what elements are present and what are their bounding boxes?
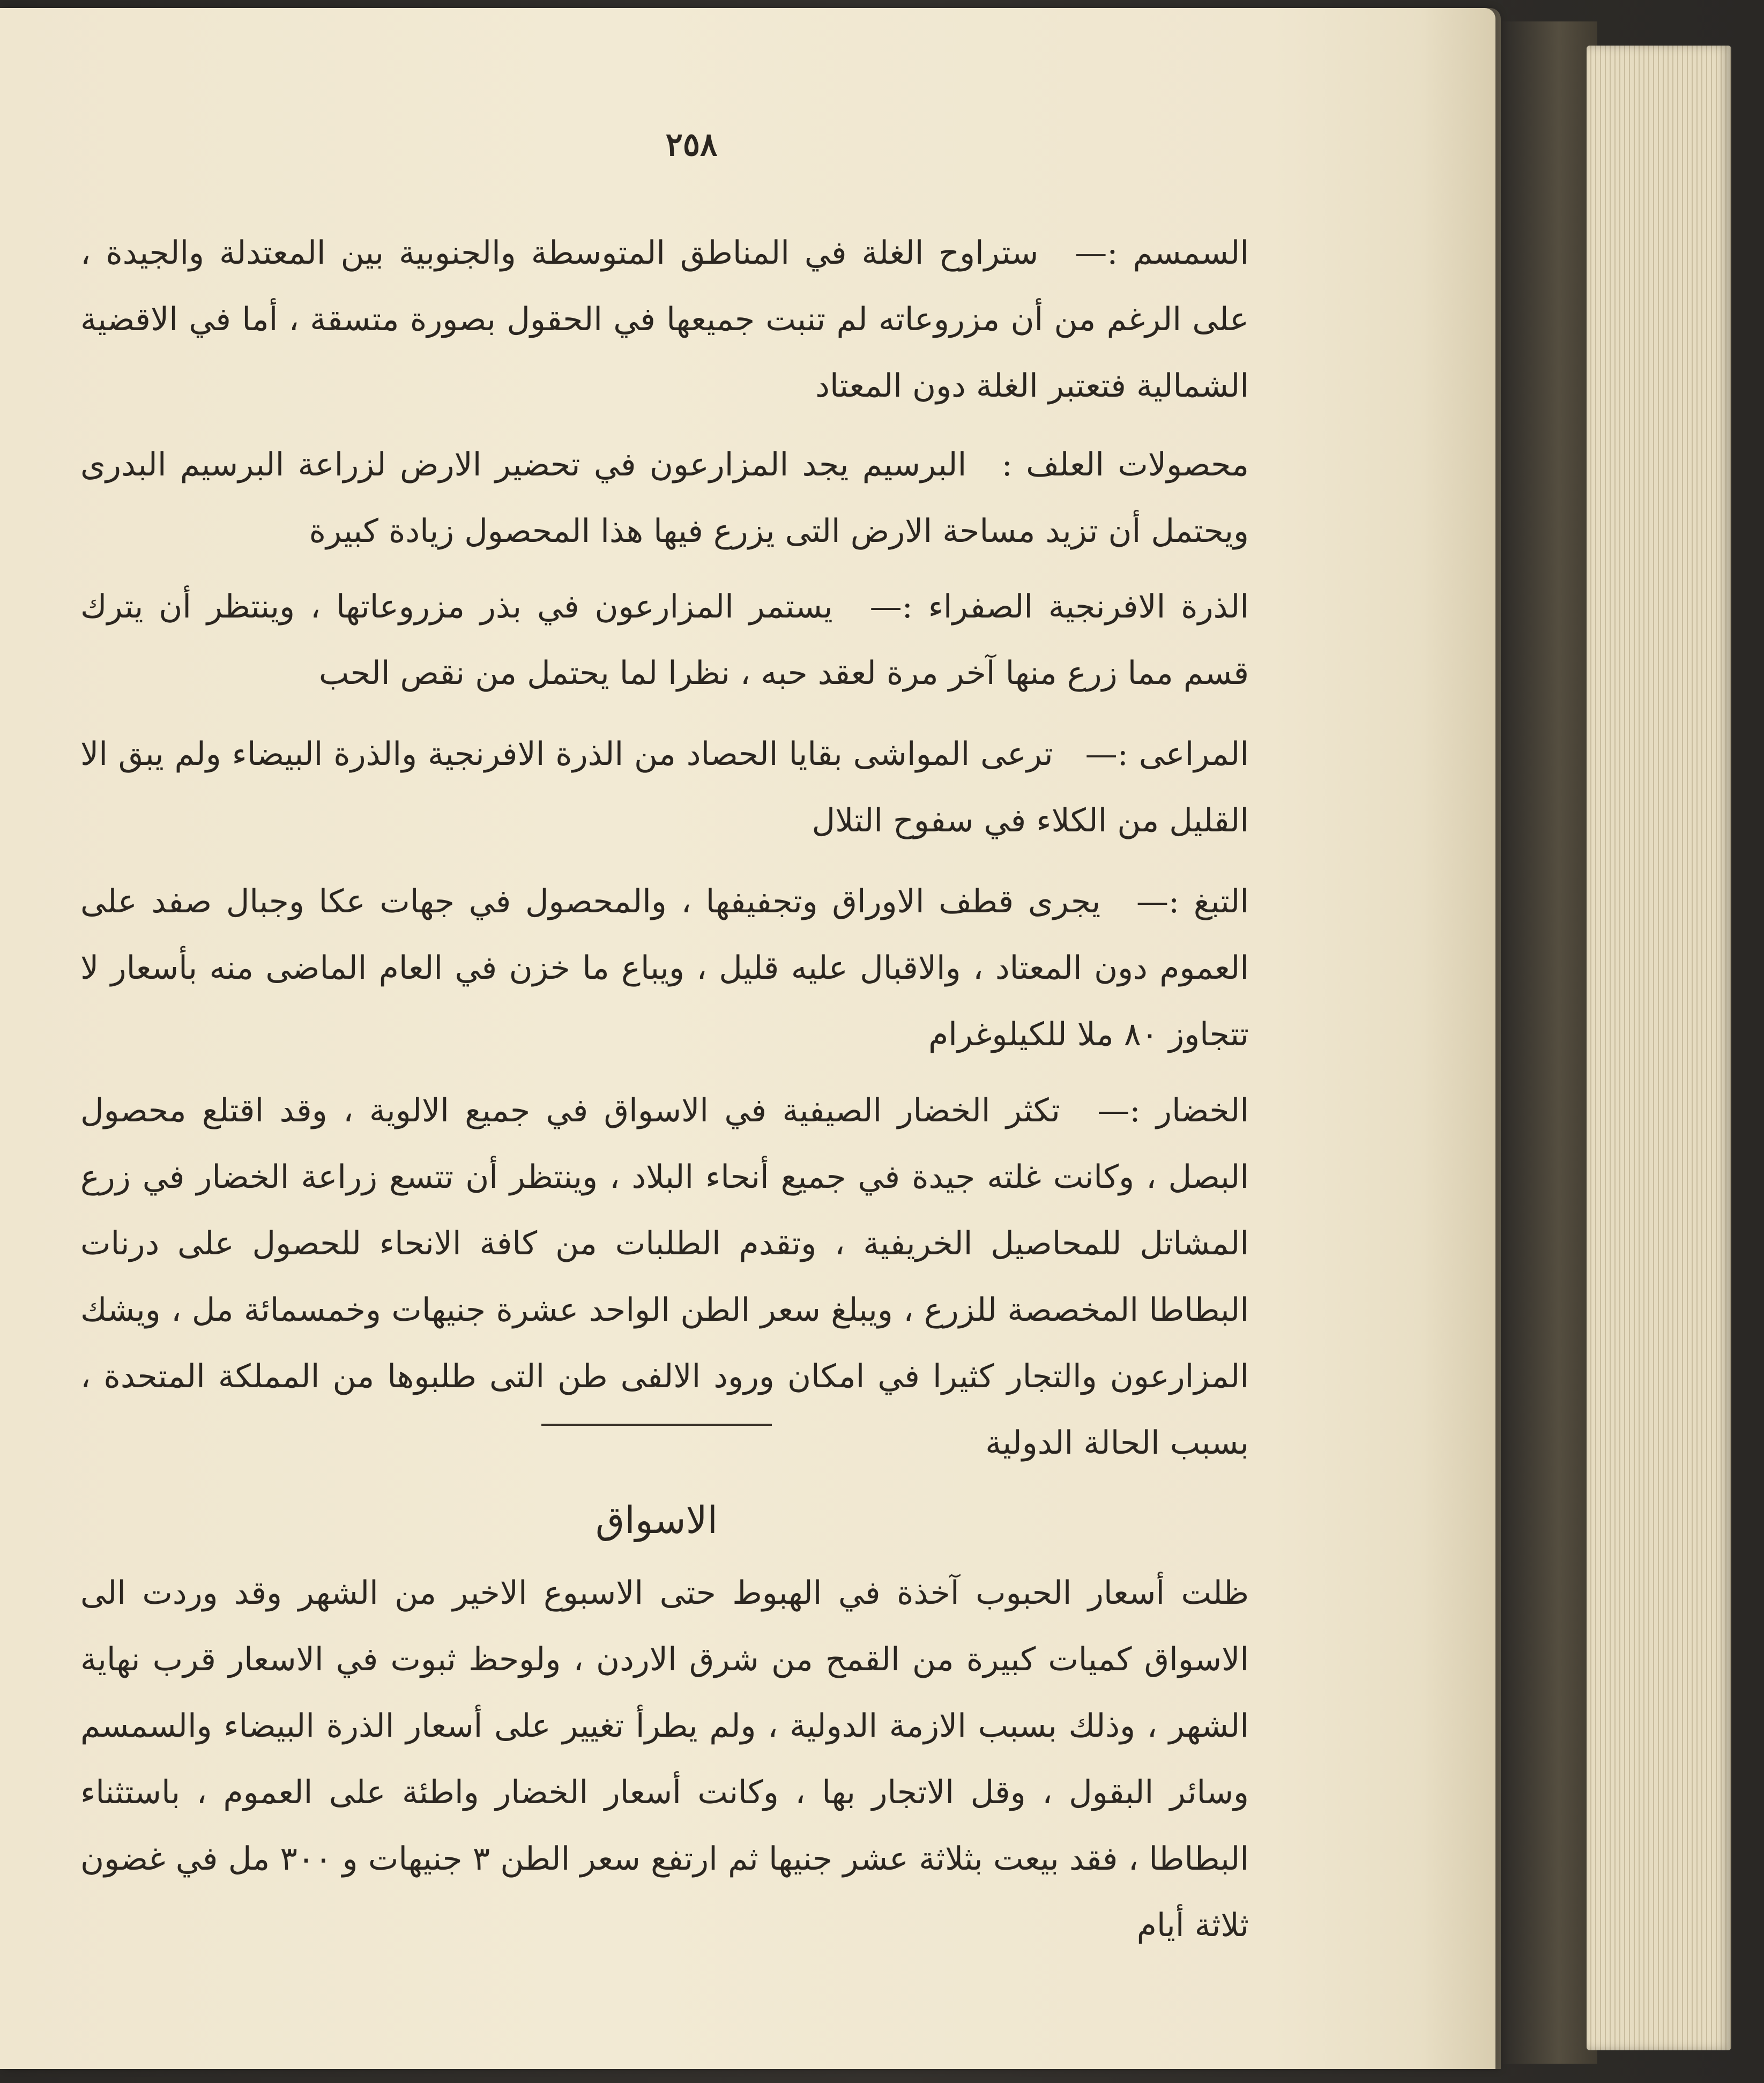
section-text: ترعى المواشى بقايا الحصاد من الذرة الافرنجية والذرة البيضاء ولم يبق الا القليل من الكلاء في سفوح التلال (80, 735, 1249, 839)
page-gutter-shade (1420, 8, 1501, 2069)
page-number: ٢٥٨ (665, 126, 718, 163)
section-label: السمسم :— (1075, 234, 1249, 272)
section-pastures (80, 721, 1249, 854)
markets-text: ظلت أسعار الحبوب آخذة في الهبوط حتى الاسبوع الاخير من الشهر وقد وردت الى الاسواق كميات كبيرة من القمح من شرق الاردن ، ولوحظ ثبوت في الاسعار قرب نهاية الشهر ، وذلك بسبب الازمة الدولية ، ولم يطرأ تغيير على أسعار الذرة البيضاء والسمسم وسائر البقول ، وقل الاتجار بها ، وكانت أسعار الخضار واطئة على العموم ، باستثناء البطاطا ، فقد بيعت بثلاثة عشر جنيها ثم ارتفع سعر الطن ٣ جنيهات و ٣٠٠ مل في غضون ثلاثة أيام (80, 1574, 1249, 1944)
section-text: البرسيم يجد المزارعون في تحضير الارض لزراعة البرسيم البدرى ويحتمل أن تزيد مساحة الارض التى يزرع فيها هذا المحصول زيادة كبيرة (80, 446, 1249, 550)
section-text: ستراوح الغلة في المناطق المتوسطة والجنوبية بين المعتدلة والجيدة ، على الرغم من أن مزروعاته لم تنبت جميعها في الحقول بصورة متسقة ، أما في الاقضية الشمالية فتعتبر الغلة دون المعتاد (80, 234, 1249, 405)
page-edges (1587, 46, 1731, 2050)
markets-paragraph (80, 1560, 1249, 1959)
section-tobacco (80, 868, 1249, 1068)
section-fodder (80, 432, 1249, 564)
markets-heading: الاسواق (596, 1498, 718, 1542)
section-text: يجرى قطف الاوراق وتجفيفها ، والمحصول في جهات عكا وجبال صفد على العموم دون المعتاد ، والاقبال عليه قليل ، ويباع ما خزن في العام الماضى منه بأسعار لا تتجاوز ٨٠ ملا للكيلوغرام (80, 883, 1249, 1053)
section-yellow-maize (80, 574, 1249, 706)
section-label: محصولات العلف : (1001, 446, 1249, 483)
section-vegetables (80, 1077, 1249, 1476)
section-divider (541, 1424, 772, 1426)
section-label: الخضار :— (1097, 1092, 1249, 1129)
section-label: الذرة الافرنجية الصفراء :— (869, 588, 1249, 626)
section-label: التبغ :— (1136, 883, 1249, 920)
page-edges-shadow (1501, 21, 1597, 2064)
section-label: المراعى :— (1085, 735, 1249, 773)
section-text: يستمر المزارعون في بذر مزروعاتها ، وينتظر أن يترك قسم مما زرع منها آخر مرة لعقد حبه ، نظرا لما يحتمل من نقص الحب (80, 588, 1249, 692)
section-sesame (80, 220, 1249, 419)
section-text: تكثر الخضار الصيفية في الاسواق في جميع الالوية ، وقد اقتلع محصول البصل ، وكانت غلته جيدة في جميع أنحاء البلاد ، وينتظر أن تتسع زراعة الخضار في زرع المشاتل للمحاصيل الخريفية ، وتقدم الطلبات من كافة الانحاء للحصول على درنات البطاطا المخصصة للزرع ، ويبلغ سعر الطن الواحد عشرة جنيهات وخمسمائة مل ، ويشك المزارعون والتجار كثيرا في امكان ورود الالفى طن التى طلبوها من المملكة المتحدة ، بسبب الحالة الدولية (80, 1092, 1249, 1462)
